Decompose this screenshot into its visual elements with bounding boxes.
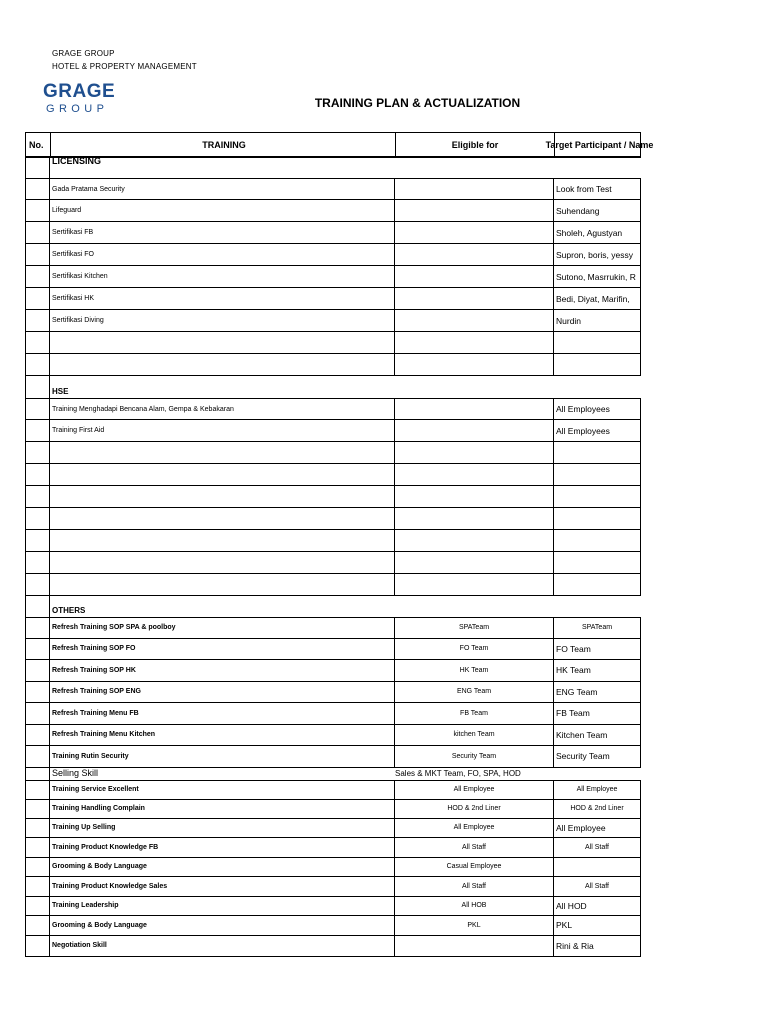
table-row (25, 660, 641, 682)
table-row (25, 530, 641, 552)
row-number (25, 530, 50, 551)
target-value: All Employees (554, 399, 641, 419)
row-number (25, 200, 50, 221)
row-number (25, 574, 50, 595)
table-row (25, 200, 641, 222)
target-value: Supron, boris, yessy (554, 244, 641, 265)
training-name (50, 486, 395, 507)
row-number (25, 819, 50, 837)
target-value: Sutono, Masrrukin, R (554, 266, 641, 287)
eligible-value (395, 354, 554, 375)
target-value (554, 464, 641, 485)
table-row (25, 288, 641, 310)
table-row (25, 838, 641, 858)
eligible-value: kitchen Team (395, 725, 554, 746)
target-value: Rini & Ria (554, 936, 641, 956)
eligible-value: PKL (395, 916, 554, 935)
training-name: Sertifikasi FB (50, 222, 395, 243)
eligible-value (395, 508, 554, 529)
target-value (554, 858, 641, 876)
target-value: HK Team (554, 660, 641, 681)
target-value: Suhendang (554, 200, 641, 221)
table-row (25, 420, 641, 442)
section-eligible: Sales & MKT Team, FO, SPA, HOD (395, 769, 521, 778)
row-number (25, 618, 50, 638)
training-name: Training Handling Complain (50, 800, 395, 818)
training-name: Sertifikasi FO (50, 244, 395, 265)
table-row (25, 398, 641, 420)
training-name (50, 574, 395, 595)
table-row (25, 800, 641, 819)
target-value: All Staff (554, 838, 641, 857)
target-value: SPATeam (554, 618, 641, 638)
table-row (25, 486, 641, 508)
col-training-header: TRAINING (51, 133, 396, 156)
target-value: PKL (554, 916, 641, 935)
training-name: Grooming & Body Language (50, 916, 395, 935)
eligible-value (395, 464, 554, 485)
table-row (25, 222, 641, 244)
eligible-value (395, 399, 554, 419)
table-row (25, 617, 641, 639)
target-value (554, 508, 641, 529)
training-table (25, 132, 654, 957)
grage-group-logo: GRAGE GROUP (43, 81, 116, 115)
table-row (25, 936, 641, 957)
training-name (50, 552, 395, 573)
row-number (25, 179, 50, 199)
target-value: Security Team (554, 746, 641, 767)
eligible-value (395, 574, 554, 595)
row-number (25, 877, 50, 896)
training-name: Training First Aid (50, 420, 395, 441)
training-name: Refresh Training Menu FB (50, 703, 395, 724)
eligible-value: FB Team (395, 703, 554, 724)
eligible-value: HOD & 2nd Liner (395, 800, 554, 818)
row-number (25, 936, 50, 956)
target-value: Bedi, Diyat, Marifin, (554, 288, 641, 309)
row-number (25, 682, 50, 703)
training-name: Gada Pratama Security (50, 179, 395, 199)
row-number (25, 288, 50, 309)
target-value: Sholeh, Agustyan (554, 222, 641, 243)
table-row (25, 725, 641, 747)
target-value: Nurdin (554, 310, 641, 331)
row-number (25, 420, 50, 441)
target-value (554, 552, 641, 573)
company-name: GRAGE GROUP (52, 49, 115, 58)
target-value (554, 332, 641, 353)
eligible-value (395, 442, 554, 463)
training-name: Refresh Training SOP HK (50, 660, 395, 681)
table-row (25, 332, 641, 354)
training-name: Refresh Training SOP FO (50, 639, 395, 660)
table-row (25, 244, 641, 266)
section-label: LICENSING (52, 155, 102, 166)
target-value (554, 574, 641, 595)
section-licensing (25, 156, 641, 167)
training-name: Sertifikasi Diving (50, 310, 395, 331)
eligible-value (395, 486, 554, 507)
row-number (25, 354, 50, 375)
table-row (25, 464, 641, 486)
table-row (25, 639, 641, 661)
row-number (25, 310, 50, 331)
row-number (25, 800, 50, 818)
eligible-value (395, 266, 554, 287)
table-row (25, 897, 641, 916)
section-others (25, 596, 641, 617)
eligible-value (395, 200, 554, 221)
eligible-value (395, 420, 554, 441)
eligible-value: All Staff (395, 838, 554, 857)
eligible-value: SPATeam (395, 618, 554, 638)
row-number (25, 725, 50, 746)
eligible-value (395, 288, 554, 309)
row-number (25, 639, 50, 660)
training-name: Lifeguard (50, 200, 395, 221)
target-value: All Employee (554, 781, 641, 799)
eligible-value (395, 310, 554, 331)
training-name: Training Product Knowledge Sales (50, 877, 395, 896)
row-number (25, 660, 50, 681)
table-row (25, 682, 641, 704)
table-row (25, 178, 641, 200)
section-label: Selling Skill (52, 767, 99, 778)
table-row (25, 310, 641, 332)
eligible-value: All Employee (395, 781, 554, 799)
section-selling (25, 768, 641, 780)
row-number (25, 486, 50, 507)
target-value (554, 354, 641, 375)
target-value: Kitchen Team (554, 725, 641, 746)
training-name: Negotiation Skill (50, 936, 395, 956)
section-label: HSE (52, 387, 69, 396)
row-number (25, 399, 50, 419)
target-value: FB Team (554, 703, 641, 724)
table-row (25, 819, 641, 838)
eligible-value: Casual Employee (395, 858, 554, 876)
row-number (25, 244, 50, 265)
target-value: FO Team (554, 639, 641, 660)
row-number (25, 858, 50, 876)
table-header (25, 132, 654, 158)
target-value: All Employee (554, 819, 641, 837)
training-name: Refresh Training SOP SPA & poolboy (50, 618, 395, 638)
eligible-value (395, 244, 554, 265)
table-row (25, 703, 641, 725)
row-number (25, 916, 50, 935)
eligible-value: HK Team (395, 660, 554, 681)
row-number (25, 332, 50, 353)
table-row (25, 858, 641, 877)
training-name: Sertifikasi Kitchen (50, 266, 395, 287)
table-row (25, 877, 641, 897)
table-row (25, 508, 641, 530)
table-row (25, 354, 641, 376)
table-row (25, 442, 641, 464)
row-number (25, 552, 50, 573)
table-row (25, 552, 641, 574)
training-name: Training Menghadapi Bencana Alam, Gempa & Kebakaran (50, 399, 395, 419)
company-subtitle: HOTEL & PROPERTY MANAGEMENT (52, 62, 197, 71)
training-name: Refresh Training SOP ENG (50, 682, 395, 703)
target-value: All Employees (554, 420, 641, 441)
eligible-value: ENG Team (395, 682, 554, 703)
table-row (25, 266, 641, 288)
table-row (25, 746, 641, 768)
target-value (554, 530, 641, 551)
section-hse (25, 376, 641, 398)
training-name: Refresh Training Menu Kitchen (50, 725, 395, 746)
training-name: Grooming & Body Language (50, 858, 395, 876)
eligible-value (395, 936, 554, 956)
row-number (25, 442, 50, 463)
training-name: Training Leadership (50, 897, 395, 915)
eligible-value: FO Team (395, 639, 554, 660)
row-number (25, 464, 50, 485)
col-eligible-header: Eligible for (396, 133, 555, 156)
row-number (25, 266, 50, 287)
eligible-value (395, 179, 554, 199)
eligible-value (395, 332, 554, 353)
target-value: All Staff (554, 877, 641, 896)
training-name (50, 442, 395, 463)
eligible-value (395, 530, 554, 551)
target-value: HOD & 2nd Liner (554, 800, 641, 818)
row-number (25, 838, 50, 857)
col-no-header: No. (26, 133, 51, 156)
target-value: Look from Test (554, 179, 641, 199)
training-name: Training Up Selling (50, 819, 395, 837)
table-row (25, 916, 641, 936)
training-name: Training Service Excellent (50, 781, 395, 799)
training-name: Sertifikasi HK (50, 288, 395, 309)
document-title: TRAINING PLAN & ACTUALIZATION (314, 96, 521, 110)
eligible-value: All Employee (395, 819, 554, 837)
target-value: ENG Team (554, 682, 641, 703)
eligible-value: All HOB (395, 897, 554, 915)
training-name (50, 332, 395, 353)
eligible-value (395, 552, 554, 573)
row-number (25, 703, 50, 724)
training-name (50, 464, 395, 485)
eligible-value: All Staff (395, 877, 554, 896)
training-name: Training Product Knowledge FB (50, 838, 395, 857)
training-name (50, 354, 395, 375)
eligible-value: Security Team (395, 746, 554, 767)
section-label: OTHERS (52, 606, 86, 615)
row-number (25, 897, 50, 915)
row-number (25, 781, 50, 799)
row-number (25, 746, 50, 767)
table-row (25, 780, 641, 800)
table-row (25, 574, 641, 596)
training-name (50, 530, 395, 551)
row-number (25, 508, 50, 529)
target-value: All HOD (554, 897, 641, 915)
eligible-value (395, 222, 554, 243)
target-value (554, 486, 641, 507)
row-number (25, 222, 50, 243)
target-value (554, 442, 641, 463)
col-target-header: Target Participant / Name (545, 139, 654, 150)
training-name: Training Rutin Security (50, 746, 395, 767)
training-name (50, 508, 395, 529)
